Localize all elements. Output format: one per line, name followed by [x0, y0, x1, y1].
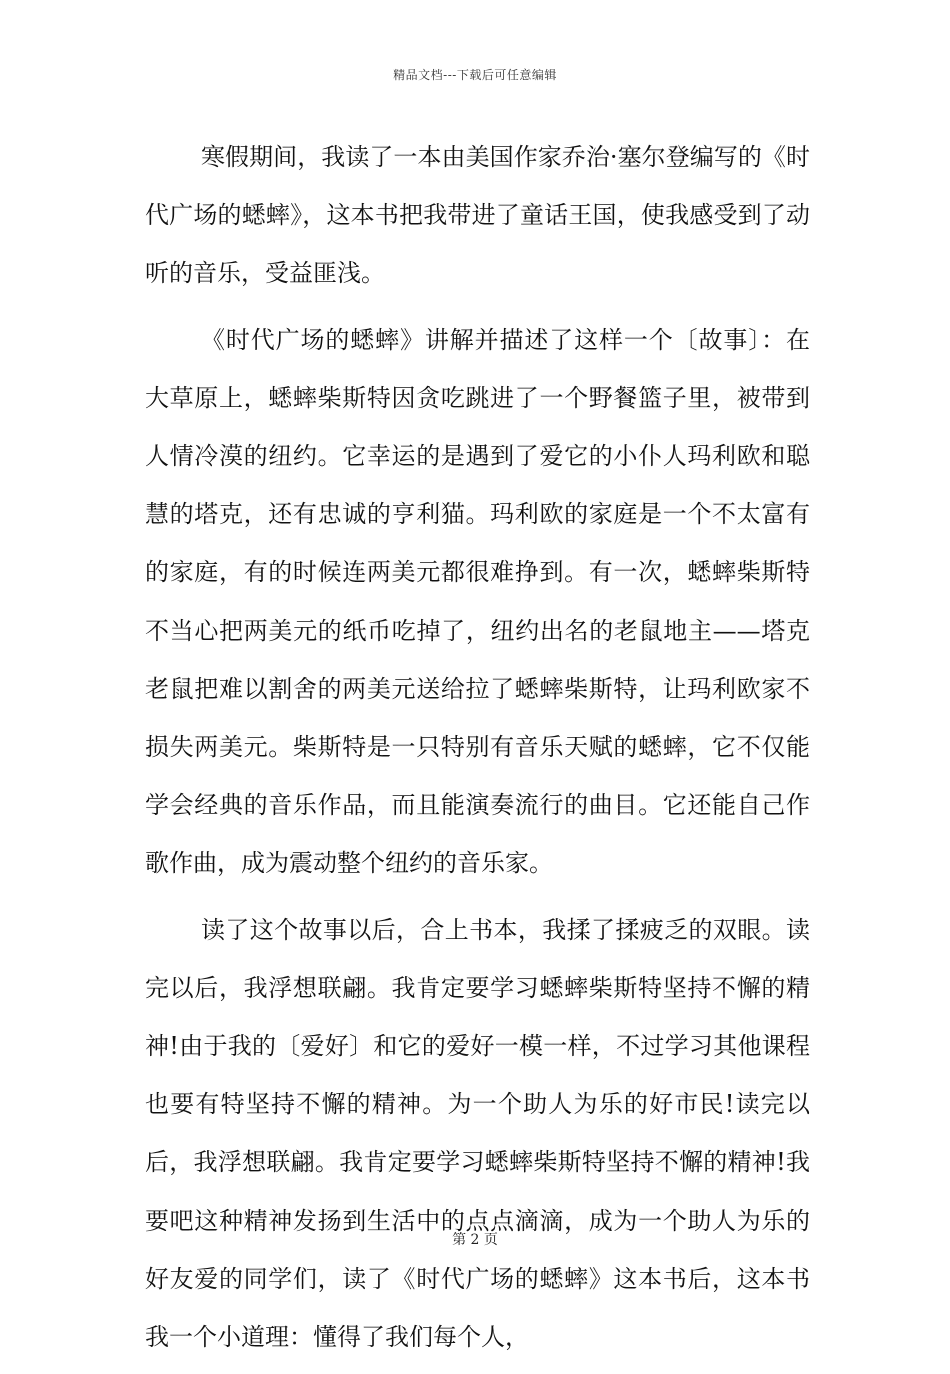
paragraph-2: 《时代广场的蟋蟀》讲解并描述了这样一个〔故事〕：在大草原上，蟋蟀柴斯特因贪吃跳进了一个野餐篮子里，被带到人情冷漠的纽约。它幸运的是遇到了爱它的小仆人玛利欧和聪慧的塔克，还有忠诚的亨利猫。玛利欧的家庭是一个不太富有的家庭，有的时候连两美元都很难挣到。有一次，蟋蟀柴斯特不当心把两美元的纸币吃掉了，纽约出名的老鼠地主——塔克老鼠把难以割舍的两美元送给拉了蟋蟀柴斯特，让玛利欧家不损失两美元。柴斯特是一只特别有音乐天赋的蟋蟀，它不仅能学会经典的音乐作品，而且能演奏流行的曲目。它还能自己作歌作曲，成为震动整个纽约的音乐家。 [145, 325, 810, 878]
paragraph-3: 读了这个故事以后，合上书本，我揉了揉疲乏的双眼。读完以后，我浮想联翩。我肯定要学习蟋蟀柴斯特坚持不懈的精神!由于我的〔爱好〕和它的爱好一模一样，不过学习其他课程也要有特坚持不懈的精神。为一个助人为乐的好市民!读完以后，我浮想联翩。我肯定要学习蟋蟀柴斯特坚持不懈的精神!我要吧这种精神发扬到生活中的点点滴滴，成为一个助人为乐的好友爱的同学们，读了《时代广场的蟋蟀》这本书后，这本书我一个小道理：懂得了我们每个人， [145, 915, 810, 1352]
document-body [145, 128, 810, 1374]
page-number: 第 2 页 [452, 1232, 498, 1248]
paragraph-1: 寒假期间，我读了一本由美国作家乔治·塞尔登编写的《时代广场的蟋蟀》，这本书把我带进了童话王国，使我感受到了动听的音乐，受益匪浅。 [145, 143, 810, 288]
page-header: 精品文档---下载后可任意编辑 [393, 68, 557, 82]
